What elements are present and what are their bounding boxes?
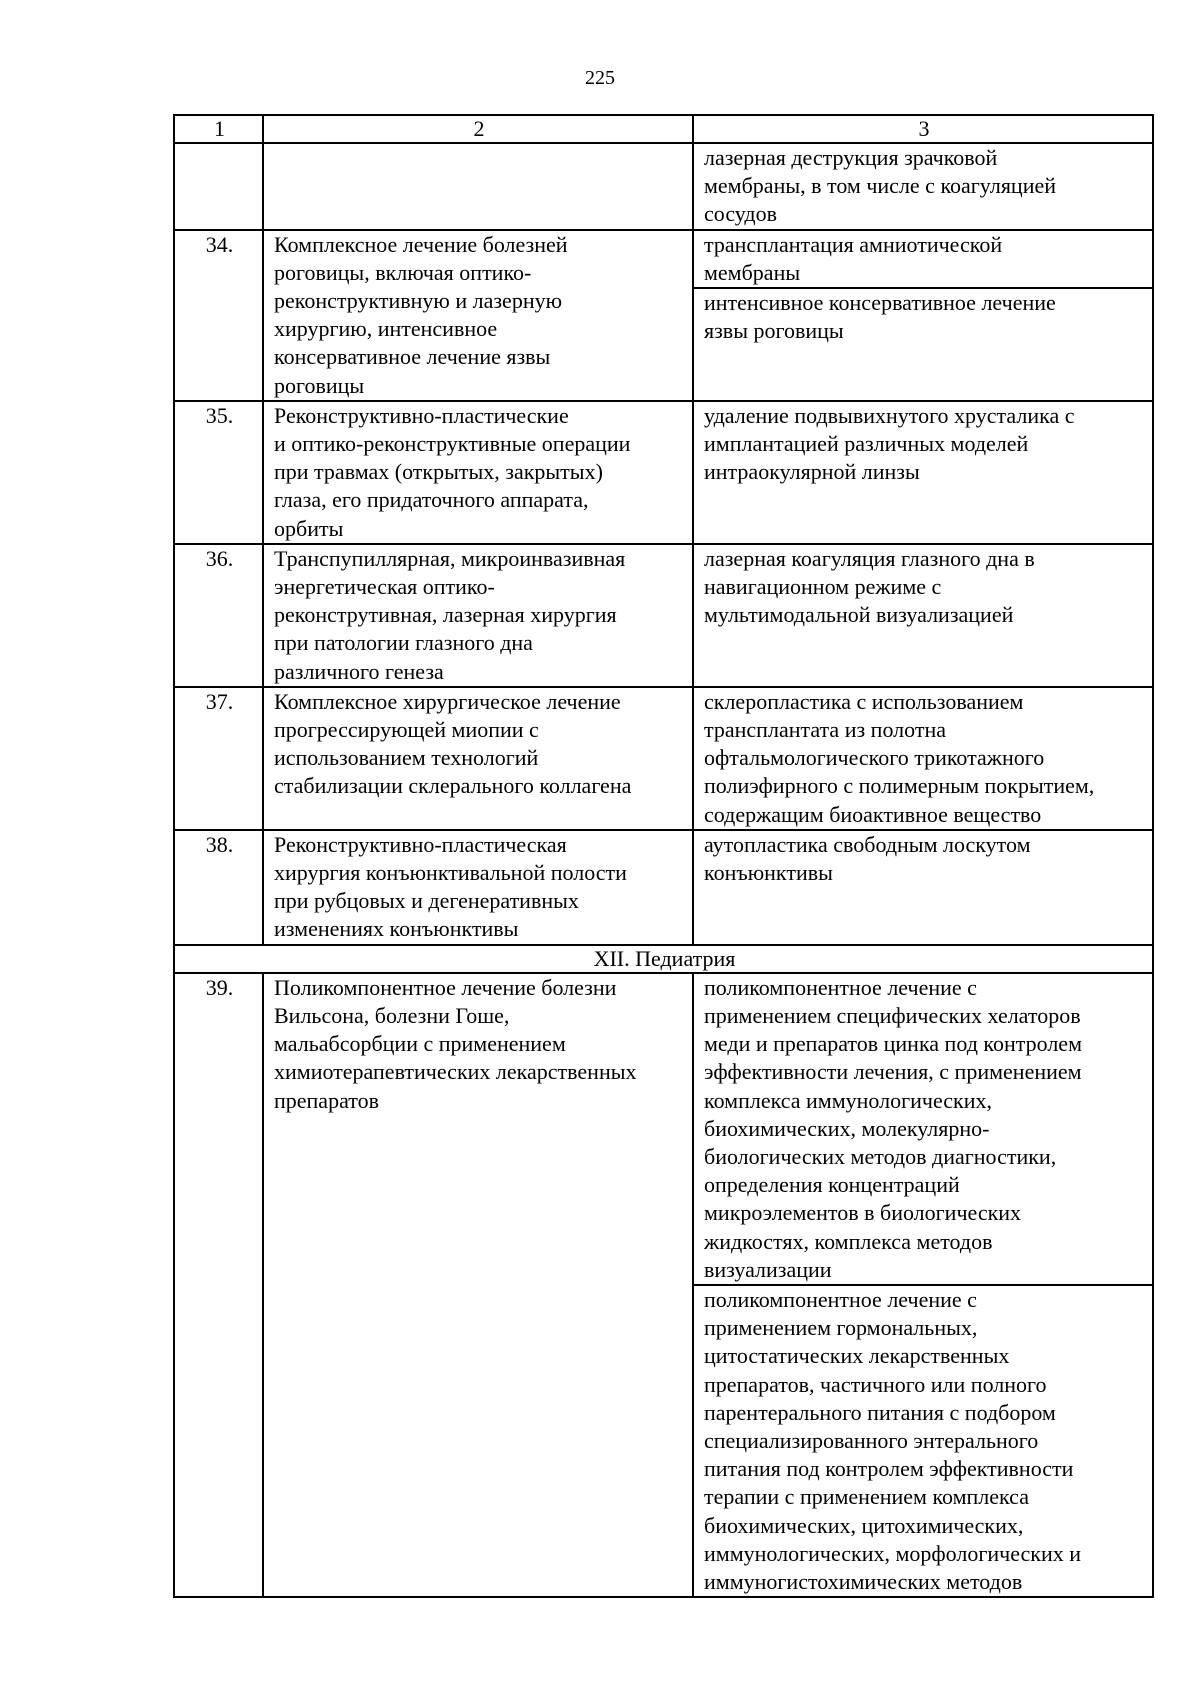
text-line: поликомпонентное лечение с xyxy=(704,1286,977,1312)
row-number-cell: 34. xyxy=(174,230,263,401)
row-method-cell xyxy=(693,830,1153,945)
text-line: роговицы, включая оптико- xyxy=(274,259,532,285)
row-number-cell: 35. xyxy=(174,401,263,544)
text-line: препаратов xyxy=(274,1087,379,1113)
text-line: комплекса иммунологических, xyxy=(704,1087,993,1113)
text-line: роговицы xyxy=(274,372,365,398)
text-line: мальабсорбции с применением xyxy=(274,1031,566,1057)
column-number-3: 3 xyxy=(693,115,1153,143)
section-header-row xyxy=(174,945,1153,973)
row-description-cell xyxy=(263,973,693,1597)
text-line: трансплантация амниотической xyxy=(704,231,1003,257)
text-line: биохимических, цитохимических, xyxy=(704,1512,1024,1538)
text-line: орбиты xyxy=(274,515,344,541)
text-line: офтальмологического трикотажного xyxy=(704,745,1045,771)
text-line: консервативное лечение язвы xyxy=(274,344,551,370)
text-line: использованием технологий xyxy=(274,745,539,771)
row-number-cell: 38. xyxy=(174,830,263,945)
text-line: прогрессирующей миопии с xyxy=(274,717,539,743)
section-title: XII. Педиатрия xyxy=(174,945,1153,973)
text-line: питания под контролем эффективности xyxy=(704,1456,1074,1482)
text-line: склеропластика с использованием xyxy=(704,688,1024,714)
text-line: цитостатических лекарственных xyxy=(704,1343,1010,1369)
text-line: конъюнктивы xyxy=(704,860,833,886)
row-description-cell xyxy=(263,401,693,544)
text-line: при патологии глазного дна xyxy=(274,630,533,656)
row-description-cell xyxy=(263,687,693,830)
text-line: аутопластика свободным лоскутом xyxy=(704,831,1031,857)
text-line: препаратов, частичного или полного xyxy=(704,1371,1047,1397)
text-line: применением гормональных, xyxy=(704,1315,978,1341)
row-number-cell: 36. xyxy=(174,544,263,687)
page-number: 225 xyxy=(585,67,615,89)
table-row xyxy=(174,973,1153,1285)
text-line: трансплантата из полотна xyxy=(704,717,946,743)
text-line: биологических методов диагностики, xyxy=(704,1143,1057,1169)
text-line: парентерального питания с подбором xyxy=(704,1399,1056,1425)
text-line: стабилизации склерального коллагена xyxy=(274,773,632,799)
text-line: имплантацией различных моделей xyxy=(704,431,1029,457)
text-line: навигационном режиме с xyxy=(704,574,942,600)
text-line: иммунологических, морфологических и xyxy=(704,1540,1082,1566)
table-row xyxy=(174,544,1153,687)
column-number-2: 2 xyxy=(263,115,693,143)
text-line: лазерная деструкция зрачковой xyxy=(704,145,998,170)
text-line: содержащим биоактивное вещество xyxy=(704,801,1042,827)
text-line: биохимических, молекулярно- xyxy=(704,1115,990,1141)
text-line: и оптико-реконструктивные операции xyxy=(274,431,631,457)
row-method-cell xyxy=(693,687,1153,830)
row-method-cell xyxy=(693,401,1153,544)
text-line: интенсивное консервативное лечение xyxy=(704,290,1056,316)
text-line: изменениях конъюнктивы xyxy=(274,916,519,942)
services-table xyxy=(173,114,1154,1598)
row-number-cell xyxy=(174,143,263,230)
text-line: Комплексное лечение болезней xyxy=(274,231,568,257)
row-number-cell: 39. xyxy=(174,973,263,1597)
row-method-cell xyxy=(693,230,1153,289)
table-row xyxy=(174,830,1153,945)
text-line: микроэлементов в биологических xyxy=(704,1200,1022,1226)
text-line: сосудов xyxy=(704,201,777,227)
text-line: жидкостях, комплекса методов xyxy=(704,1228,993,1254)
row-method-cell xyxy=(693,143,1153,230)
text-line: эффективности лечения, с применением xyxy=(704,1059,1082,1085)
text-line: интраокулярной линзы xyxy=(704,459,920,485)
text-line: Комплексное хирургическое лечение xyxy=(274,688,621,714)
text-line: полиэфирного с полимерным покрытием, xyxy=(704,773,1095,799)
text-line: терапии с применением комплекса xyxy=(704,1484,1029,1510)
text-line: мембраны, в том числе с коагуляцией xyxy=(704,173,1057,199)
text-line: реконструктивную и лазерную xyxy=(274,288,563,314)
text-line: глаза, его придаточного аппарата, xyxy=(274,487,589,513)
text-line: химиотерапевтических лекарственных xyxy=(274,1059,637,1085)
text-line: применением специфических хелаторов xyxy=(704,1002,1081,1028)
text-line: визуализации xyxy=(704,1256,832,1282)
row-description-cell xyxy=(263,230,693,401)
row-method-cell xyxy=(693,1285,1153,1597)
text-line: при травмах (открытых, закрытых) xyxy=(274,459,603,485)
text-line: Реконструктивно-пластическая xyxy=(274,831,567,857)
text-line: поликомпонентное лечение с xyxy=(704,974,977,1000)
table-row xyxy=(174,687,1153,830)
text-line: специализированного энтерального xyxy=(704,1427,1039,1453)
text-line: Вильсона, болезни Гоше, xyxy=(274,1002,510,1028)
text-line: Транспупиллярная, микроинвазивная xyxy=(274,545,626,571)
row-method-cell xyxy=(693,288,1153,401)
text-line: лазерная коагуляция глазного дна в xyxy=(704,545,1035,571)
text-line: мембраны xyxy=(704,259,801,285)
text-line: меди и препаратов цинка под контролем xyxy=(704,1031,1082,1057)
table-header-row xyxy=(174,115,1153,143)
row-method-cell xyxy=(693,973,1153,1285)
text-line: Реконструктивно-пластические xyxy=(274,402,569,428)
text-line: энергетическая оптико- xyxy=(274,574,495,600)
column-number-1: 1 xyxy=(174,115,263,143)
table-row xyxy=(174,401,1153,544)
row-description-cell xyxy=(263,830,693,945)
row-number-cell: 37. xyxy=(174,687,263,830)
text-line: язвы роговицы xyxy=(704,318,844,344)
text-line: иммуногистохимических методов xyxy=(704,1568,1023,1594)
table-row xyxy=(174,143,1153,230)
text-line: мультимодальной визуализацией xyxy=(704,602,1014,628)
table-row xyxy=(174,230,1153,289)
text-line: реконструтивная, лазерная хирургия xyxy=(274,602,617,628)
row-description-cell xyxy=(263,544,693,687)
text-line: при рубцовых и дегенеративных xyxy=(274,888,579,914)
text-line: удаление подвывихнутого хрусталика с xyxy=(704,402,1075,428)
row-description-cell xyxy=(263,143,693,230)
text-line: различного генеза xyxy=(274,658,444,684)
row-method-cell xyxy=(693,544,1153,687)
text-line: определения концентраций xyxy=(704,1172,960,1198)
text-line: хирургия конъюнктивальной полости xyxy=(274,860,627,886)
text-line: хирургию, интенсивное xyxy=(274,316,498,342)
text-line: Поликомпонентное лечение болезни xyxy=(274,974,617,1000)
